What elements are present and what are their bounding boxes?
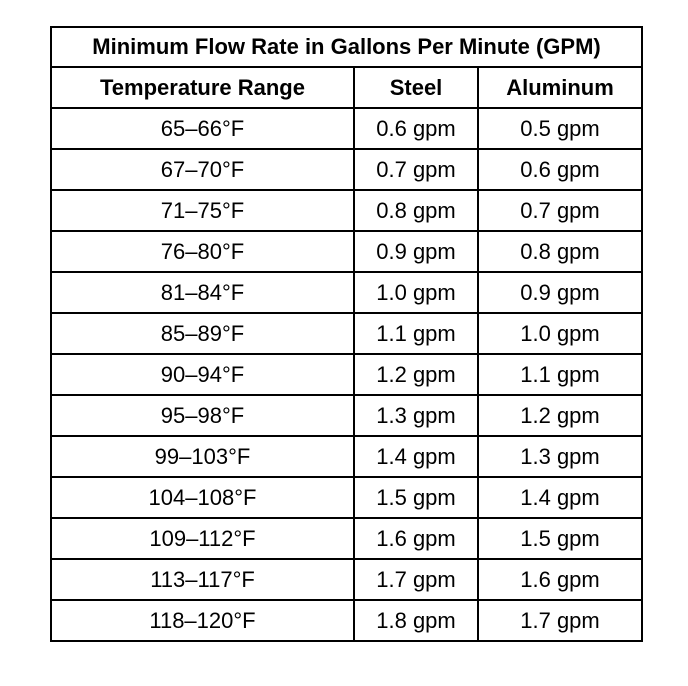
steel-cell: 0.9 gpm (354, 231, 478, 272)
aluminum-cell: 0.5 gpm (478, 108, 642, 149)
temperature-range-cell: 99–103°F (51, 436, 354, 477)
header-temperature-range: Temperature Range (51, 67, 354, 108)
steel-cell: 1.4 gpm (354, 436, 478, 477)
table-row (51, 190, 642, 231)
table-row (51, 559, 642, 600)
table-title-row (51, 27, 642, 67)
header-aluminum: Aluminum (478, 67, 642, 108)
table-row (51, 436, 642, 477)
steel-cell: 1.5 gpm (354, 477, 478, 518)
steel-cell: 1.0 gpm (354, 272, 478, 313)
steel-cell: 1.7 gpm (354, 559, 478, 600)
temperature-range-cell: 113–117°F (51, 559, 354, 600)
steel-cell: 1.3 gpm (354, 395, 478, 436)
aluminum-cell: 1.4 gpm (478, 477, 642, 518)
steel-cell: 1.2 gpm (354, 354, 478, 395)
table-row (51, 395, 642, 436)
aluminum-cell: 1.3 gpm (478, 436, 642, 477)
table-body (51, 108, 642, 641)
temperature-range-cell: 90–94°F (51, 354, 354, 395)
aluminum-cell: 1.1 gpm (478, 354, 642, 395)
header-steel: Steel (354, 67, 478, 108)
aluminum-cell: 0.8 gpm (478, 231, 642, 272)
table-row (51, 518, 642, 559)
table-title: Minimum Flow Rate in Gallons Per Minute (GPM) (51, 27, 642, 67)
aluminum-cell: 0.9 gpm (478, 272, 642, 313)
aluminum-cell: 1.7 gpm (478, 600, 642, 641)
steel-cell: 1.6 gpm (354, 518, 478, 559)
table-row (51, 600, 642, 641)
aluminum-cell: 1.6 gpm (478, 559, 642, 600)
temperature-range-cell: 95–98°F (51, 395, 354, 436)
table-row (51, 477, 642, 518)
temperature-range-cell: 104–108°F (51, 477, 354, 518)
flow-rate-table-container (50, 26, 641, 642)
aluminum-cell: 1.0 gpm (478, 313, 642, 354)
temperature-range-cell: 109–112°F (51, 518, 354, 559)
table-row (51, 108, 642, 149)
table-header-row (51, 67, 642, 108)
aluminum-cell: 0.6 gpm (478, 149, 642, 190)
steel-cell: 0.6 gpm (354, 108, 478, 149)
steel-cell: 0.7 gpm (354, 149, 478, 190)
table-row (51, 149, 642, 190)
aluminum-cell: 1.5 gpm (478, 518, 642, 559)
flow-rate-table (50, 26, 643, 642)
table-row (51, 231, 642, 272)
temperature-range-cell: 65–66°F (51, 108, 354, 149)
temperature-range-cell: 118–120°F (51, 600, 354, 641)
temperature-range-cell: 76–80°F (51, 231, 354, 272)
table-row (51, 272, 642, 313)
steel-cell: 0.8 gpm (354, 190, 478, 231)
table-row (51, 354, 642, 395)
aluminum-cell: 1.2 gpm (478, 395, 642, 436)
temperature-range-cell: 81–84°F (51, 272, 354, 313)
temperature-range-cell: 67–70°F (51, 149, 354, 190)
steel-cell: 1.1 gpm (354, 313, 478, 354)
aluminum-cell: 0.7 gpm (478, 190, 642, 231)
temperature-range-cell: 71–75°F (51, 190, 354, 231)
table-row (51, 313, 642, 354)
temperature-range-cell: 85–89°F (51, 313, 354, 354)
steel-cell: 1.8 gpm (354, 600, 478, 641)
